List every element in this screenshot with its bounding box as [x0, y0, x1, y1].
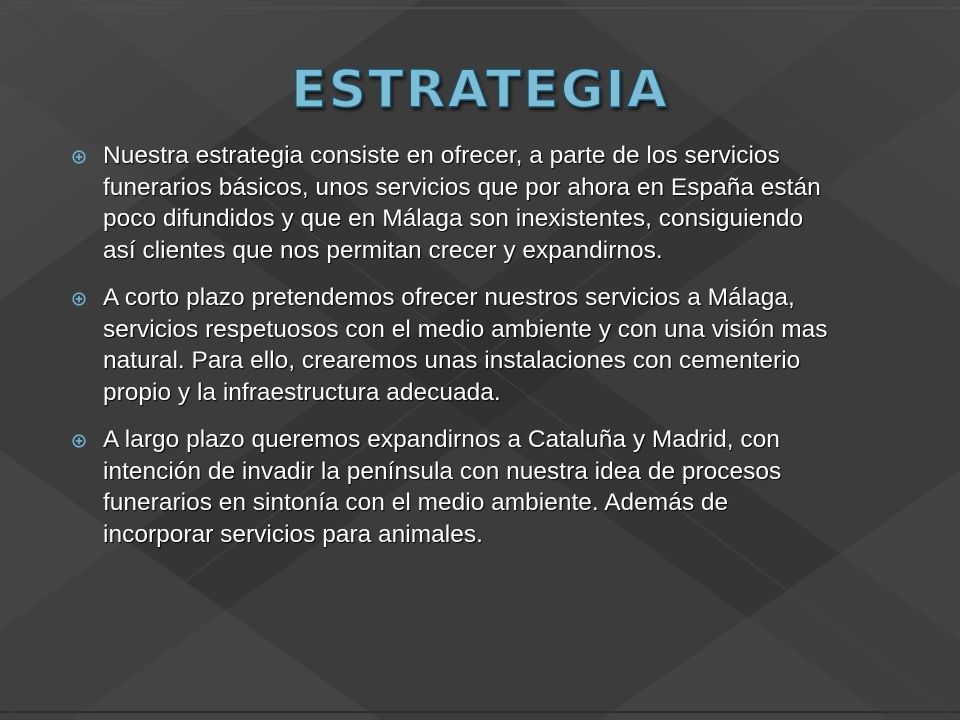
circle-plus-bullet-icon	[72, 292, 86, 306]
bullet-item	[72, 282, 832, 408]
bullet-list	[72, 140, 832, 566]
bullet-item	[72, 140, 832, 266]
circle-plus-bullet-icon	[72, 434, 86, 448]
circle-plus-bullet-icon	[72, 150, 86, 164]
bullet-text: A largo plazo queremos expandirnos a Cataluña y Madrid, con intención de invadir la península con nuestra idea de procesos funerarios en sintonía con el medio ambiente. Además de incorporar servicios para animales.	[103, 426, 782, 548]
bullet-text: A corto plazo pretendemos ofrecer nuestros servicios a Málaga, servicios respetuosos con el medio ambiente y con una visión mas natural. Para ello, crearemos unas instalaciones con cementerio propio y la infraestructura adecuada.	[103, 284, 828, 406]
slide-title: ESTRATEGIA	[291, 60, 669, 120]
bullet-item	[72, 424, 832, 550]
bullet-text: Nuestra estrategia consiste en ofrecer, a parte de los servicios funerarios básicos, unos servicios que por ahora en España están poco difundidos y que en Málaga son inexistentes, consiguiendo así clientes que nos permitan crecer y expandirnos.	[103, 142, 821, 264]
